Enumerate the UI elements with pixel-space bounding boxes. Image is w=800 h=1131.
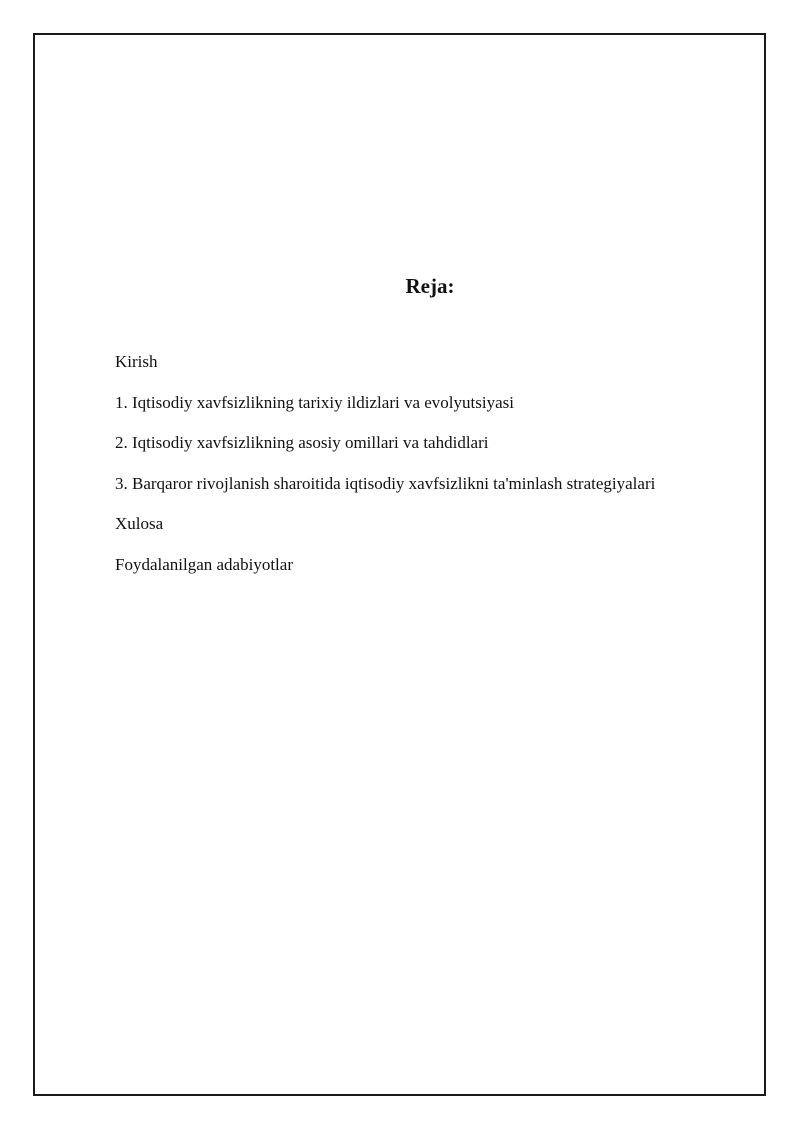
- plan-title: Reja:: [405, 274, 455, 298]
- toc-item-introduction: Kirish: [115, 352, 158, 371]
- toc-item-references: Foydalanilgan adabiyotlar: [115, 554, 293, 574]
- toc-item-conclusion: Xulosa: [115, 514, 164, 534]
- toc-item-chapter-1: 1. Iqtisodiy xavfsizlikning tarixiy ildizlari va evolyutsiyasi: [115, 392, 514, 412]
- table-of-contents: [115, 352, 655, 596]
- toc-item-chapter-3: 3. Barqaror rivojlanish sharoitida iqtisodiy xavfsizlikni ta'minlash strategiyalari: [115, 473, 656, 493]
- toc-item-chapter-2: 2. Iqtisodiy xavfsizlikning asosiy omillari va tahdidlari: [115, 433, 489, 453]
